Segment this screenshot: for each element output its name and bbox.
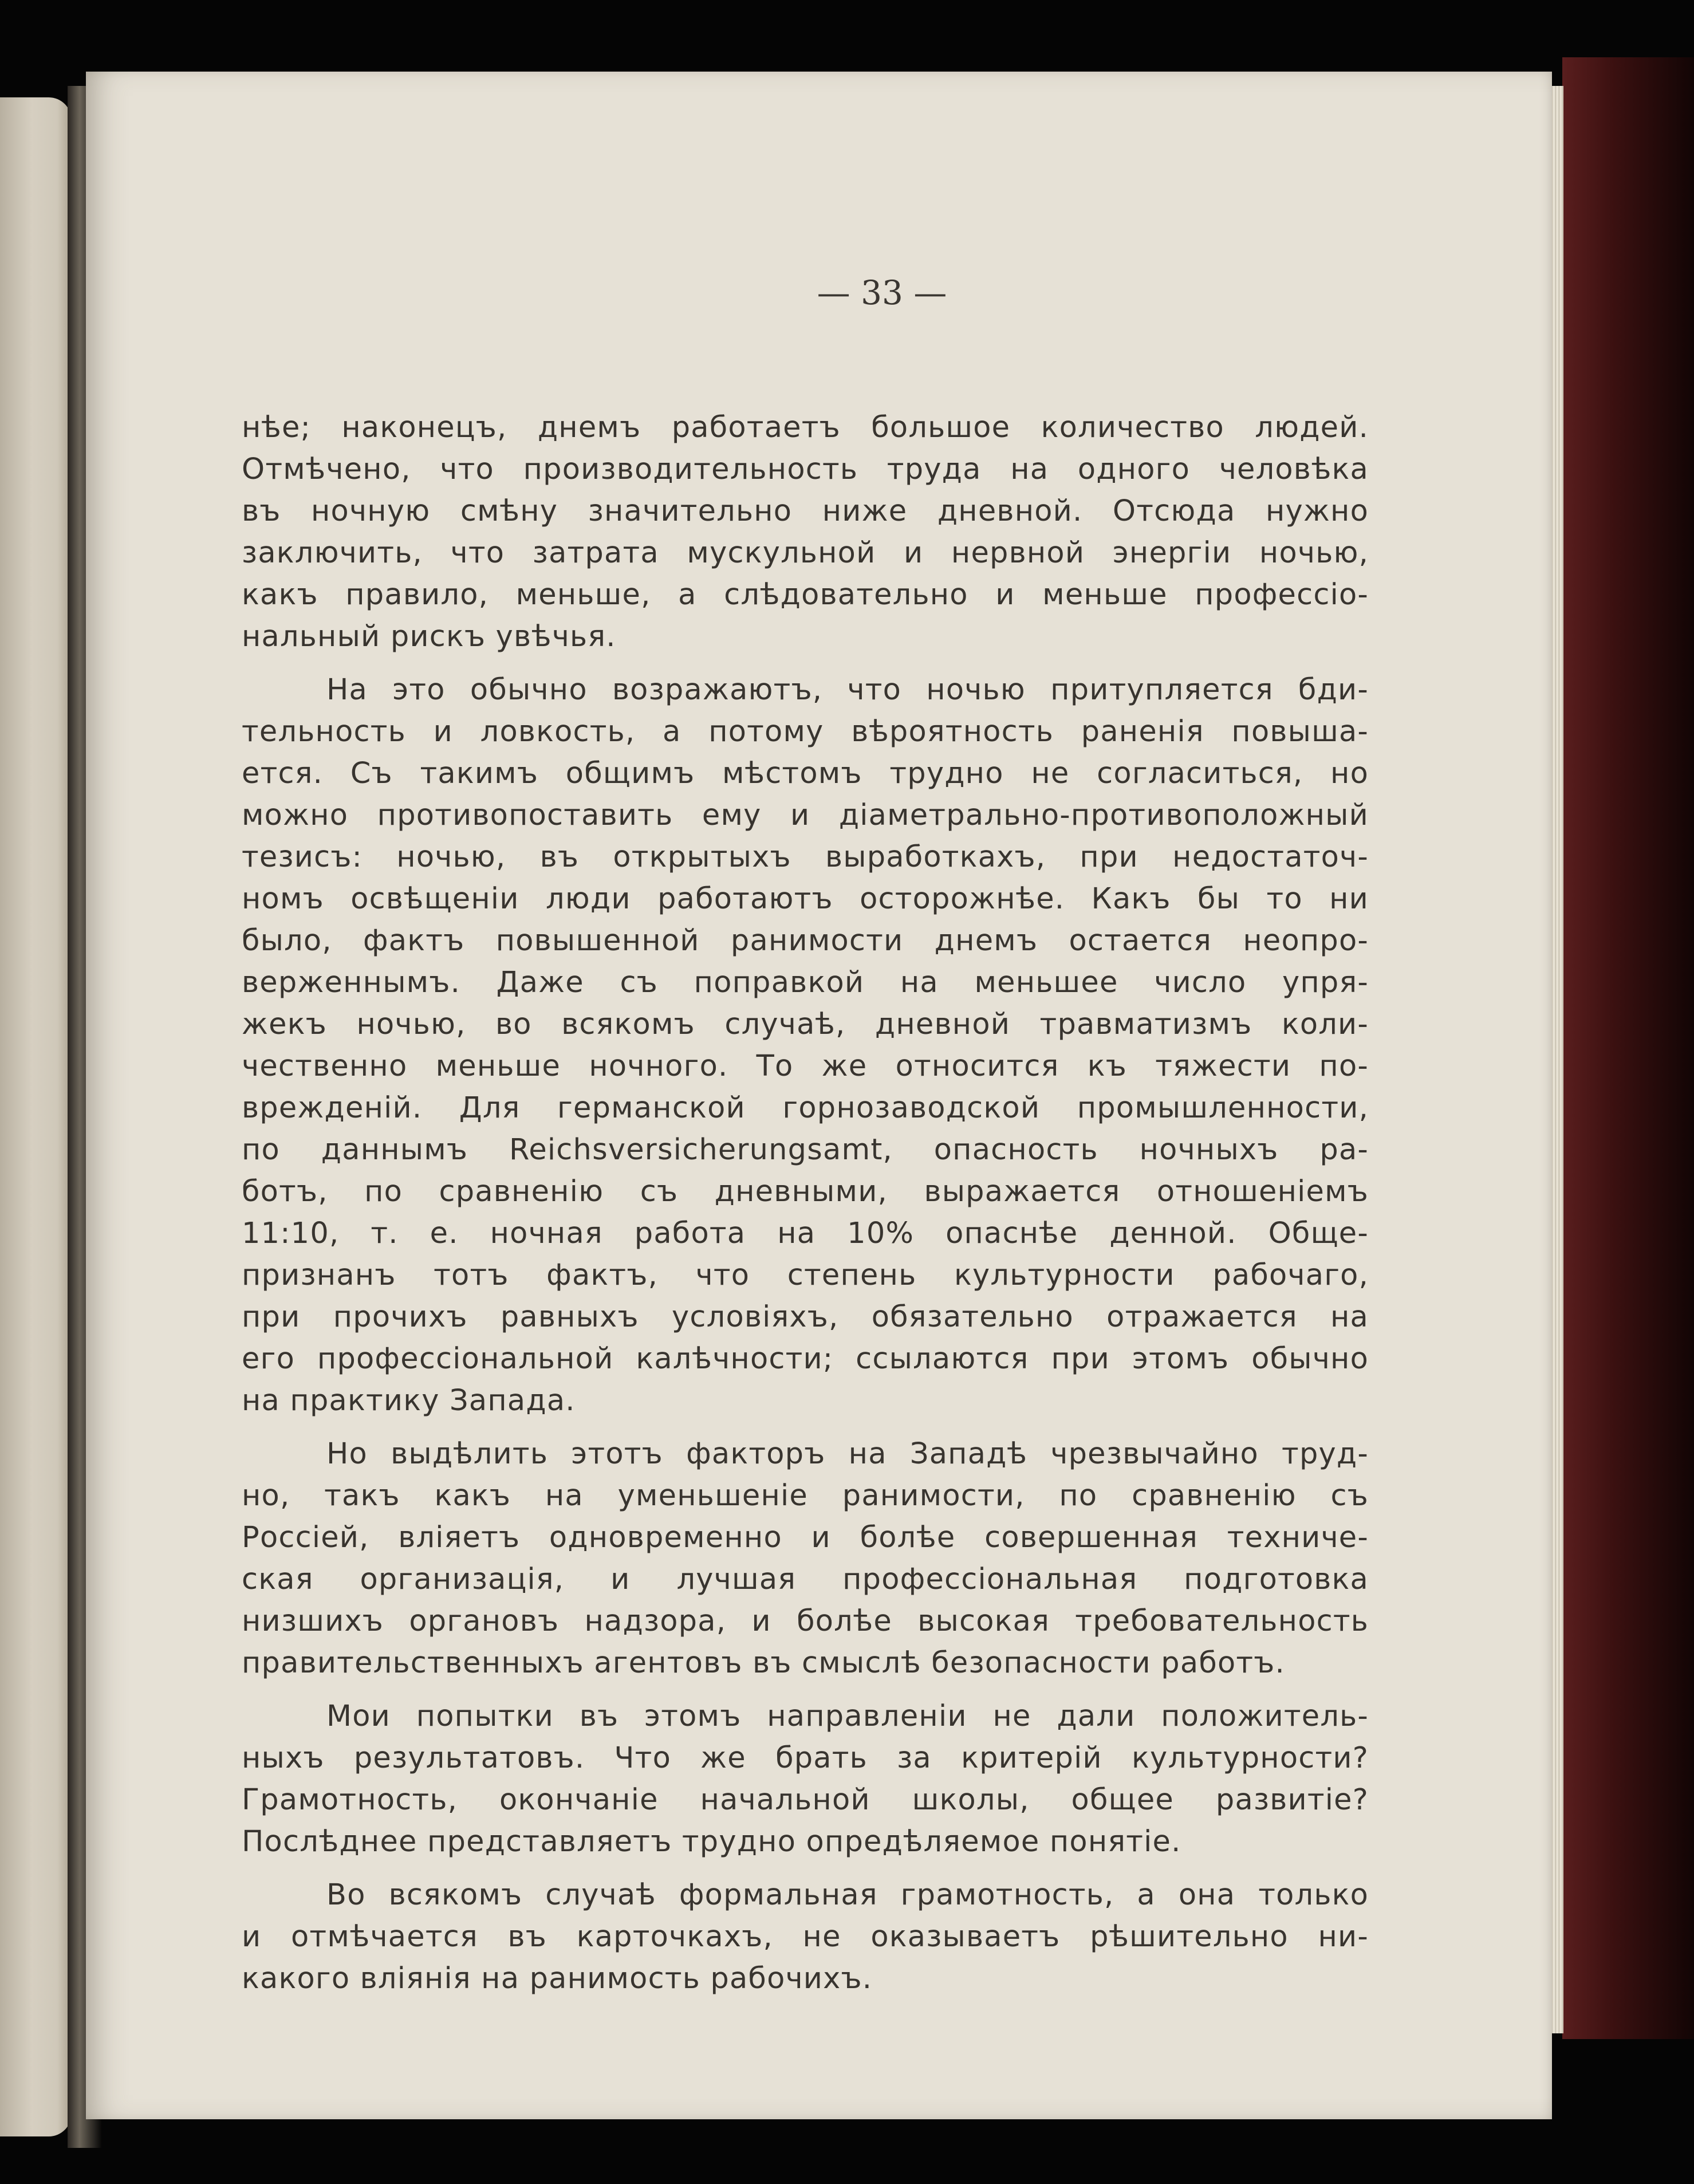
text-line: но, такъ какъ на уменьшеніе ранимости, по сравненію съ bbox=[242, 1479, 1369, 1513]
paragraph bbox=[242, 1433, 1369, 1684]
paragraph bbox=[242, 669, 1369, 1422]
text-line: низшихъ органовъ надзора, и болѣе высокая требовательность bbox=[242, 1604, 1369, 1638]
left-page-edge bbox=[0, 97, 72, 2136]
paragraph-gap bbox=[242, 1422, 1369, 1433]
text-line: тезисъ: ночью, въ открытыхъ выработкахъ, при недостаточ- bbox=[242, 840, 1369, 874]
text-line: Грамотность, окончаніе начальной школы, общее развитіе? bbox=[242, 1783, 1369, 1817]
paragraph-gap bbox=[242, 1863, 1369, 1874]
text-line: Мои попытки въ этомъ направленіи не дали положитель- bbox=[326, 1699, 1369, 1733]
text-line: ботъ, по сравненію съ дневными, выражается отношеніемъ bbox=[242, 1175, 1369, 1209]
text-line: ныхъ результатовъ. Что же брать за критерій культурности? bbox=[242, 1741, 1369, 1775]
text-line: признанъ тотъ фактъ, что степень культурности рабочаго, bbox=[242, 1258, 1369, 1292]
text-line: нальный рискъ увѣчья. bbox=[242, 620, 616, 654]
book-page bbox=[86, 72, 1552, 2119]
text-line: ется. Съ такимъ общимъ мѣстомъ трудно не согласиться, но bbox=[242, 757, 1369, 790]
text-line: его профессіональной калѣчности; ссылаются при этомъ обычно bbox=[242, 1342, 1369, 1376]
page-number: — 33 — bbox=[817, 273, 947, 312]
text-line: было, фактъ повышенной ранимости днемъ остается неопро- bbox=[242, 924, 1369, 958]
text-line: врежденій. Для германской горнозаводской промышленности, bbox=[242, 1091, 1369, 1125]
text-line: Во всякомъ случаѣ формальная грамотность, а она только bbox=[326, 1878, 1369, 1912]
text-line: можно противопоставить ему и діаметрально-противоположный bbox=[242, 798, 1369, 832]
text-line: жекъ ночью, во всякомъ случаѣ, дневной травматизмъ коли- bbox=[242, 1008, 1369, 1041]
text-line: по даннымъ Reichsversicherungsamt, опасность ночныхъ ра- bbox=[242, 1133, 1369, 1167]
text-line: при прочихъ равныхъ условіяхъ, обязательно отражается на bbox=[242, 1300, 1369, 1334]
text-line: 11:10, т. е. ночная работа на 10% опаснѣе денной. Обще- bbox=[242, 1217, 1369, 1250]
paragraph bbox=[242, 1695, 1369, 1863]
text-line: ская организація, и лучшая профессіональная подготовка bbox=[242, 1563, 1369, 1596]
text-line: нѣе; наконецъ, днемъ работаетъ большое количество людей. bbox=[242, 411, 1369, 444]
text-line: какого вліянія на ранимость рабочихъ. bbox=[242, 1962, 873, 1996]
text-line: и отмѣчается въ карточкахъ, не оказываетъ рѣшительно ни- bbox=[242, 1920, 1369, 1954]
book-cover-edge bbox=[1562, 57, 1694, 2039]
text-line: номъ освѣщеніи люди работаютъ осторожнѣе. Какъ бы то ни bbox=[242, 882, 1369, 916]
text-line: заключить, что затрата мускульной и нервной энергіи ночью, bbox=[242, 536, 1369, 570]
text-line: Россіей, вліяетъ одновременно и болѣе совершенная техниче- bbox=[242, 1521, 1369, 1555]
paragraph-gap bbox=[242, 658, 1369, 669]
text-line: въ ночную смѣну значительно ниже дневной. Отсюда нужно bbox=[242, 494, 1369, 528]
text-line: верженнымъ. Даже съ поправкой на меньшее число упря- bbox=[242, 966, 1369, 999]
text-line: какъ правило, меньше, а слѣдовательно и меньше профессіо- bbox=[242, 578, 1369, 612]
paragraph bbox=[242, 407, 1369, 658]
text-line: Послѣднее представляетъ трудно опредѣляемое понятіе. bbox=[242, 1825, 1181, 1859]
body-text bbox=[242, 407, 1369, 2000]
text-line: на практику Запада. bbox=[242, 1384, 576, 1418]
text-line: На это обычно возражаютъ, что ночью притупляется бди- bbox=[326, 673, 1369, 707]
paragraph bbox=[242, 1874, 1369, 2000]
text-line: правительственныхъ агентовъ въ смыслѣ безопасности работъ. bbox=[242, 1646, 1285, 1680]
text-line: Но выдѣлить этотъ факторъ на Западѣ чрезвычайно труд- bbox=[326, 1437, 1369, 1471]
text-line: Отмѣчено, что производительность труда на одного человѣка bbox=[242, 452, 1369, 486]
text-line: чественно меньше ночного. То же относится къ тяжести по- bbox=[242, 1049, 1369, 1083]
paragraph-gap bbox=[242, 1684, 1369, 1695]
text-line: тельность и ловкость, а потому вѣроятность раненія повыша- bbox=[242, 715, 1369, 749]
